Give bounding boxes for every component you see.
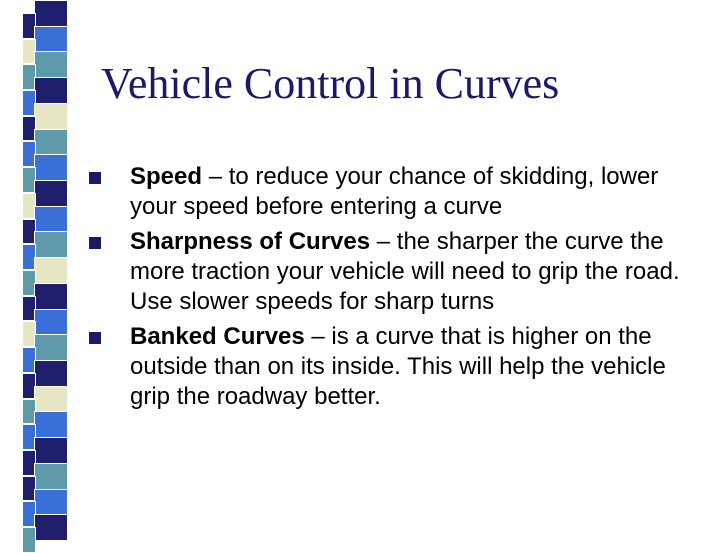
bullet-term: Speed: [130, 163, 203, 190]
stripe-block: [34, 103, 68, 130]
bullet-square-icon: [89, 332, 101, 344]
stripe-block: [34, 77, 68, 104]
bullet-text: – is a curve that is higher on the outside than on its inside. This will help the vehicle grip the roadway better.: [130, 323, 666, 410]
decorative-stripe: [0, 0, 72, 540]
stripe-block: [34, 411, 68, 438]
stripe-block: [34, 309, 68, 336]
bullet-item-speed: [130, 162, 700, 222]
bullet-text: – to reduce your chance of skidding, lower your speed before entering a curve: [130, 163, 659, 220]
bullet-term: Sharpness of Curves: [130, 228, 371, 255]
stripe-block: [34, 257, 68, 284]
stripe-block: [34, 51, 68, 78]
stripe-block: [34, 0, 68, 27]
stripe-block: [34, 231, 68, 258]
stripe-block: [34, 386, 68, 413]
bullet-square-icon: [89, 237, 101, 249]
stripe-block: [34, 180, 68, 207]
stripe-block: [34, 206, 68, 233]
stripe-block: [34, 463, 68, 490]
stripe-block: [34, 154, 68, 181]
slide-title: Vehicle Control in Curves: [101, 59, 560, 108]
stripe-block: [34, 283, 68, 310]
stripe-block: [34, 437, 68, 464]
stripe-block: [34, 129, 68, 156]
bullet-list: [130, 162, 700, 417]
stripe-block: [34, 360, 68, 387]
bullet-item-sharpness: [130, 227, 700, 317]
stripe-block: [34, 489, 68, 516]
stripe-block: [34, 334, 68, 361]
bullet-item-banked: [130, 322, 700, 412]
bullet-square-icon: [89, 172, 101, 184]
bullet-text: – the sharper the curve the more traction your vehicle will need to grip the road. Use slower speeds for sharp turns: [130, 228, 680, 315]
stripe-block: [34, 514, 68, 541]
bullet-term: Banked Curves: [130, 323, 305, 350]
stripe-block: [34, 26, 68, 53]
